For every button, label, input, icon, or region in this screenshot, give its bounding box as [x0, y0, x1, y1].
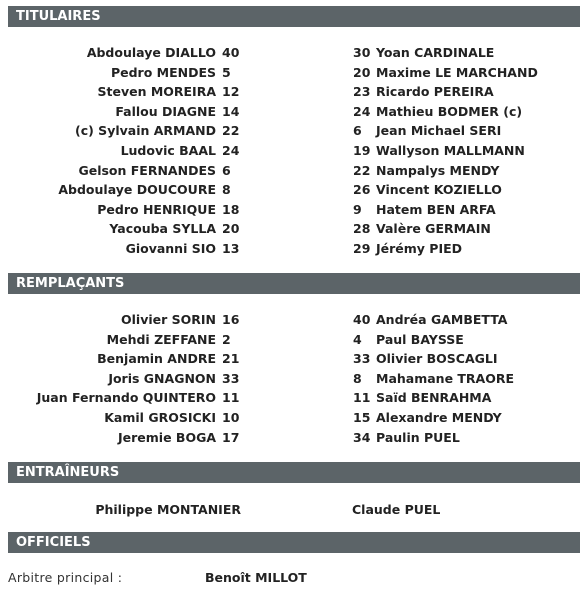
away-player-number: 20: [353, 64, 371, 80]
home-player-name: Giovanni SIO: [125, 240, 216, 256]
home-player-number: 16: [222, 312, 240, 327]
home-player-number: 40: [222, 45, 240, 60]
home-player-name: Fallou DIAGNE: [115, 103, 216, 119]
away-player-number: 22: [353, 162, 371, 178]
home-player-number: 22: [222, 123, 240, 139]
player-row: [0, 84, 580, 104]
home-player-number: 24: [222, 142, 240, 158]
starting-lineup: [0, 45, 580, 261]
player-row: [0, 371, 580, 391]
home-player-name: Abdoulaye DIALLO: [86, 45, 216, 60]
home-player-name: Yacouba SYLLA: [109, 221, 216, 237]
home-player-number: 11: [222, 390, 240, 406]
home-player-name: Juan Fernando QUINTERO: [36, 390, 216, 406]
away-player-number: 11: [353, 390, 371, 406]
away-player-name: Hatem BEN ARFA: [376, 201, 496, 217]
away-player-name: Olivier BOSCAGLI: [376, 351, 498, 367]
player-row: [0, 123, 580, 143]
player-row: [0, 143, 580, 163]
home-player-number: 8: [222, 182, 231, 198]
away-player-name: Jean Michael SERI: [376, 123, 502, 139]
home-player-name: Jeremie BOGA: [118, 429, 216, 445]
home-player-number: 20: [222, 221, 240, 237]
away-player-name: Nampalys MENDY: [376, 162, 500, 178]
away-player-name: Saïd BENRAHMA: [376, 390, 492, 406]
home-player-number: 18: [222, 201, 240, 217]
away-player-number: 29: [353, 240, 371, 256]
away-player-number: 24: [353, 103, 371, 119]
home-player-name: Abdoulaye DOUCOURE: [58, 182, 216, 198]
player-row: [0, 45, 580, 65]
home-player-name: Pedro MENDES: [110, 64, 216, 80]
player-row: [0, 390, 580, 410]
away-player-name: Vincent KOZIELLO: [376, 182, 502, 198]
home-player-number: 6: [222, 162, 231, 178]
away-coach: Claude PUEL: [352, 502, 441, 517]
section-header-remplacants: REMPLAÇANTS: [8, 273, 580, 294]
away-player-name: Yoan CARDINALE: [376, 45, 495, 60]
player-row: [0, 332, 580, 352]
home-player-name: Steven MOREIRA: [97, 84, 216, 100]
referee-name: Benoît MILLOT: [205, 570, 307, 585]
away-player-name: Alexandre MENDY: [376, 409, 502, 425]
home-player-name: Mehdi ZEFFANE: [106, 331, 216, 347]
home-player-number: 10: [222, 409, 240, 425]
home-player-number: 2: [222, 331, 231, 347]
home-player-number: 12: [222, 84, 240, 100]
home-player-number: 14: [222, 103, 240, 119]
home-player-name: Joris GNAGNON: [108, 370, 216, 386]
away-player-number: 40: [353, 312, 371, 327]
away-player-name: Jérémy PIED: [376, 240, 463, 256]
home-player-number: 5: [222, 64, 231, 80]
away-player-name: Andréa GAMBETTA: [376, 312, 508, 327]
player-row: [0, 202, 580, 222]
home-player-name: Ludovic BAAL: [120, 142, 216, 158]
section-header-entraineurs: ENTRAÎNEURS: [8, 462, 580, 483]
away-player-name: Maxime LE MARCHAND: [376, 64, 538, 80]
away-player-name: Paulin PUEL: [376, 429, 460, 445]
away-player-number: 30: [353, 45, 371, 60]
home-coach: Philippe MONTANIER: [95, 502, 241, 517]
away-player-name: Paul BAYSSE: [376, 331, 464, 347]
away-player-name: Ricardo PEREIRA: [376, 84, 494, 100]
home-player-name: Benjamin ANDRE: [97, 351, 216, 367]
player-row: [0, 312, 580, 332]
away-player-number: 34: [353, 429, 371, 445]
player-row: [0, 351, 580, 371]
section-header-officiels: OFFICIELS: [8, 532, 580, 553]
away-player-number: 19: [353, 142, 371, 158]
home-player-name: Kamil GROSICKI: [104, 409, 216, 425]
home-player-number: 21: [222, 351, 240, 367]
away-player-number: 9: [353, 201, 362, 217]
away-player-number: 15: [353, 409, 371, 425]
home-player-name: Olivier SORIN: [121, 312, 216, 327]
player-row: [0, 410, 580, 430]
away-player-name: Wallyson MALLMANN: [376, 142, 525, 158]
home-player-name: (c) Sylvain ARMAND: [75, 123, 216, 139]
home-player-name: Pedro HENRIQUE: [97, 201, 216, 217]
away-player-number: 6: [353, 123, 362, 139]
away-player-number: 26: [353, 182, 371, 198]
home-player-number: 13: [222, 240, 240, 256]
away-player-number: 28: [353, 221, 371, 237]
player-row: [0, 430, 580, 450]
player-row: [0, 65, 580, 85]
referee-label: Arbitre principal :: [8, 570, 123, 585]
home-player-name: Gelson FERNANDES: [78, 162, 216, 178]
player-row: [0, 182, 580, 202]
player-row: [0, 241, 580, 261]
player-row: [0, 221, 580, 241]
away-player-name: Mahamane TRAORE: [376, 370, 515, 386]
away-player-name: Mathieu BODMER (c): [376, 103, 523, 119]
player-row: [0, 104, 580, 124]
player-row: [0, 163, 580, 183]
away-player-number: 8: [353, 370, 362, 386]
away-player-name: Valère GERMAIN: [376, 221, 491, 237]
home-player-number: 33: [222, 370, 240, 386]
home-player-number: 17: [222, 429, 240, 445]
substitutes-lineup: [0, 312, 580, 449]
away-player-number: 23: [353, 84, 371, 100]
away-player-number: 4: [353, 331, 362, 347]
away-player-number: 33: [353, 351, 371, 367]
section-header-titulaires: TITULAIRES: [8, 6, 580, 27]
